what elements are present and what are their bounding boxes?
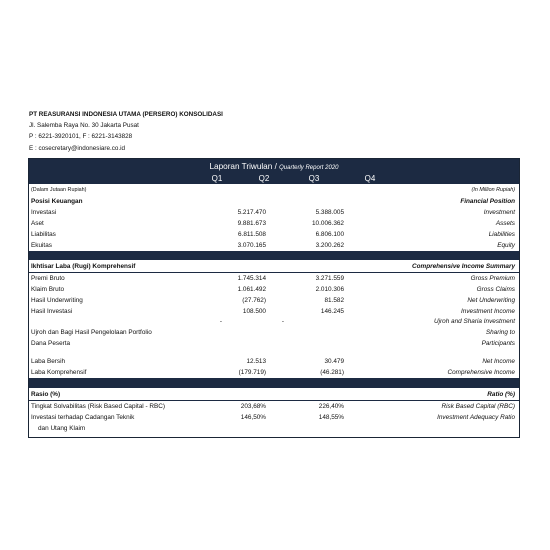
row-label-en: Investment (483, 209, 515, 216)
section-heading-income-summary (30, 261, 518, 272)
section-heading-financial-position (30, 196, 518, 207)
unit-row (30, 185, 518, 196)
value-q1: 1.061.492 (237, 286, 266, 293)
row-label-en: Gross Premium (470, 275, 515, 282)
heading-id: Rasio (%) (31, 391, 61, 398)
value-q1: (179.719) (238, 369, 266, 376)
row-label: Hasil Underwriting (31, 297, 83, 304)
value-q1: 146,50% (240, 414, 266, 421)
value-q1: (27.762) (242, 297, 266, 304)
company-info (29, 109, 223, 154)
value-q1: 3.070.165 (237, 242, 266, 249)
heading-en: Comprehensive Income Summary (412, 263, 515, 270)
table-row (30, 338, 518, 349)
row-label-en: Risk Based Capital (RBC) (441, 403, 515, 410)
company-name: PT REASURANSI INDONESIA UTAMA (PERSERO) KONSOLIDASI (29, 111, 223, 118)
table-row (30, 316, 518, 327)
section-divider-bar (29, 251, 519, 260)
value-q1: 6.811.508 (238, 231, 266, 238)
value-q2: 10.006.362 (312, 220, 344, 227)
row-label-en: Assets (495, 220, 515, 227)
value-q1: - (219, 318, 223, 325)
quarter-q3: Q3 (308, 174, 320, 183)
heading-id: Posisi Keuangan (31, 198, 83, 205)
table-row (30, 356, 518, 367)
company-address: Jl. Salemba Raya No. 30 Jakarta Pusat (29, 122, 139, 130)
row-label: Investasi terhadap Cadangan Teknik (31, 414, 135, 421)
table-row (30, 412, 518, 423)
company-phone: P : 6221-3920101, F : 6221-3143828 (29, 133, 133, 141)
row-label: Aset (31, 220, 44, 227)
section-divider-bar (29, 378, 519, 388)
table-row (30, 207, 518, 218)
value-q1: 203,68% (240, 403, 266, 410)
row-label-en: Investment Income (461, 308, 515, 315)
report-title (29, 162, 519, 171)
row-label-en: Participants (481, 340, 515, 347)
table-row (30, 423, 518, 434)
value-q1: 108.500 (242, 308, 266, 315)
table-row (30, 401, 518, 412)
section-heading-ratio (30, 389, 518, 400)
table-row (30, 240, 518, 251)
value-q2: 3.271.559 (315, 275, 344, 282)
row-label: Investasi (31, 209, 57, 216)
heading-en: Financial Position (460, 198, 515, 205)
row-label: Laba Bersih (31, 358, 66, 365)
quarter-q1: Q1 (211, 174, 223, 183)
heading-en: Ratio (%) (487, 391, 515, 398)
row-label-en: Equity (497, 242, 515, 249)
table-row (30, 367, 518, 378)
row-label: Laba Komprehensif (31, 369, 87, 376)
value-q2: 2.010.306 (315, 286, 344, 293)
value-q2: 148,55% (318, 414, 344, 421)
value-q2: - (281, 318, 285, 325)
row-label: Hasil Investasi (31, 308, 73, 315)
table-row (30, 284, 518, 295)
quarter-q4: Q4 (364, 174, 376, 183)
value-q1: 9.881.673 (237, 220, 266, 227)
unit-id: (Dalam Jutaan Rupiah) (31, 187, 87, 193)
heading-id: Ikhtisar Laba (Rugi) Komprehensif (31, 263, 136, 270)
value-q2: 5.388.005 (315, 209, 344, 216)
unit-en: (In Million Rupiah) (471, 187, 515, 193)
row-label-en: Net Income (482, 358, 515, 365)
table-row (30, 327, 518, 338)
table-row (30, 273, 518, 284)
row-label-en: Gross Claims (476, 286, 515, 293)
row-label: Liabilitas (31, 231, 56, 238)
report-header (29, 159, 519, 184)
value-q2: 6.806.100 (315, 231, 344, 238)
value-q2: 3.200.262 (315, 242, 344, 249)
row-label-en: Investment Adequacy Ratio (437, 414, 515, 421)
value-q1: 12.513 (246, 358, 266, 365)
row-label-en: Net Underwriting (467, 297, 515, 304)
company-email: E : cosecretary@indonesiare.co.id (29, 144, 125, 152)
table-row (30, 218, 518, 229)
row-label: Ujroh dan Bagi Hasil Pengelolaan Portfolio (31, 329, 152, 336)
row-label-en: Ujroh and Sharia Investment (434, 318, 515, 325)
row-label: dan Utang Klaim (38, 425, 86, 432)
value-q2: 226,40% (318, 403, 344, 410)
report-title-id: Laporan Triwulan / (209, 162, 280, 171)
value-q2: 81.582 (324, 297, 344, 304)
table-row (30, 295, 518, 306)
row-label-en: Liabilities (488, 231, 515, 238)
row-label: Dana Peserta (31, 340, 71, 347)
value-q1: 1.745.314 (237, 275, 266, 282)
row-label: Ekuitas (31, 242, 52, 249)
report-title-en: Quarterly Report 2020 (279, 165, 339, 171)
value-q1: 5.217.470 (237, 209, 266, 216)
row-label: Tingkat Solvabilitas (Risk Based Capital - RBC) (31, 403, 166, 410)
table-row (30, 229, 518, 240)
value-q2: 146.245 (320, 308, 344, 315)
row-label: Premi Bruto (31, 275, 65, 282)
value-q2: (46.281) (320, 369, 344, 376)
row-label-en: Comprehensive Income (447, 369, 515, 376)
quarter-q2: Q2 (258, 174, 270, 183)
row-label-en: Sharing to (485, 329, 515, 336)
row-label: Klaim Bruto (31, 286, 65, 293)
quarterly-report-table (28, 158, 520, 438)
value-q2: 30.479 (324, 358, 344, 365)
